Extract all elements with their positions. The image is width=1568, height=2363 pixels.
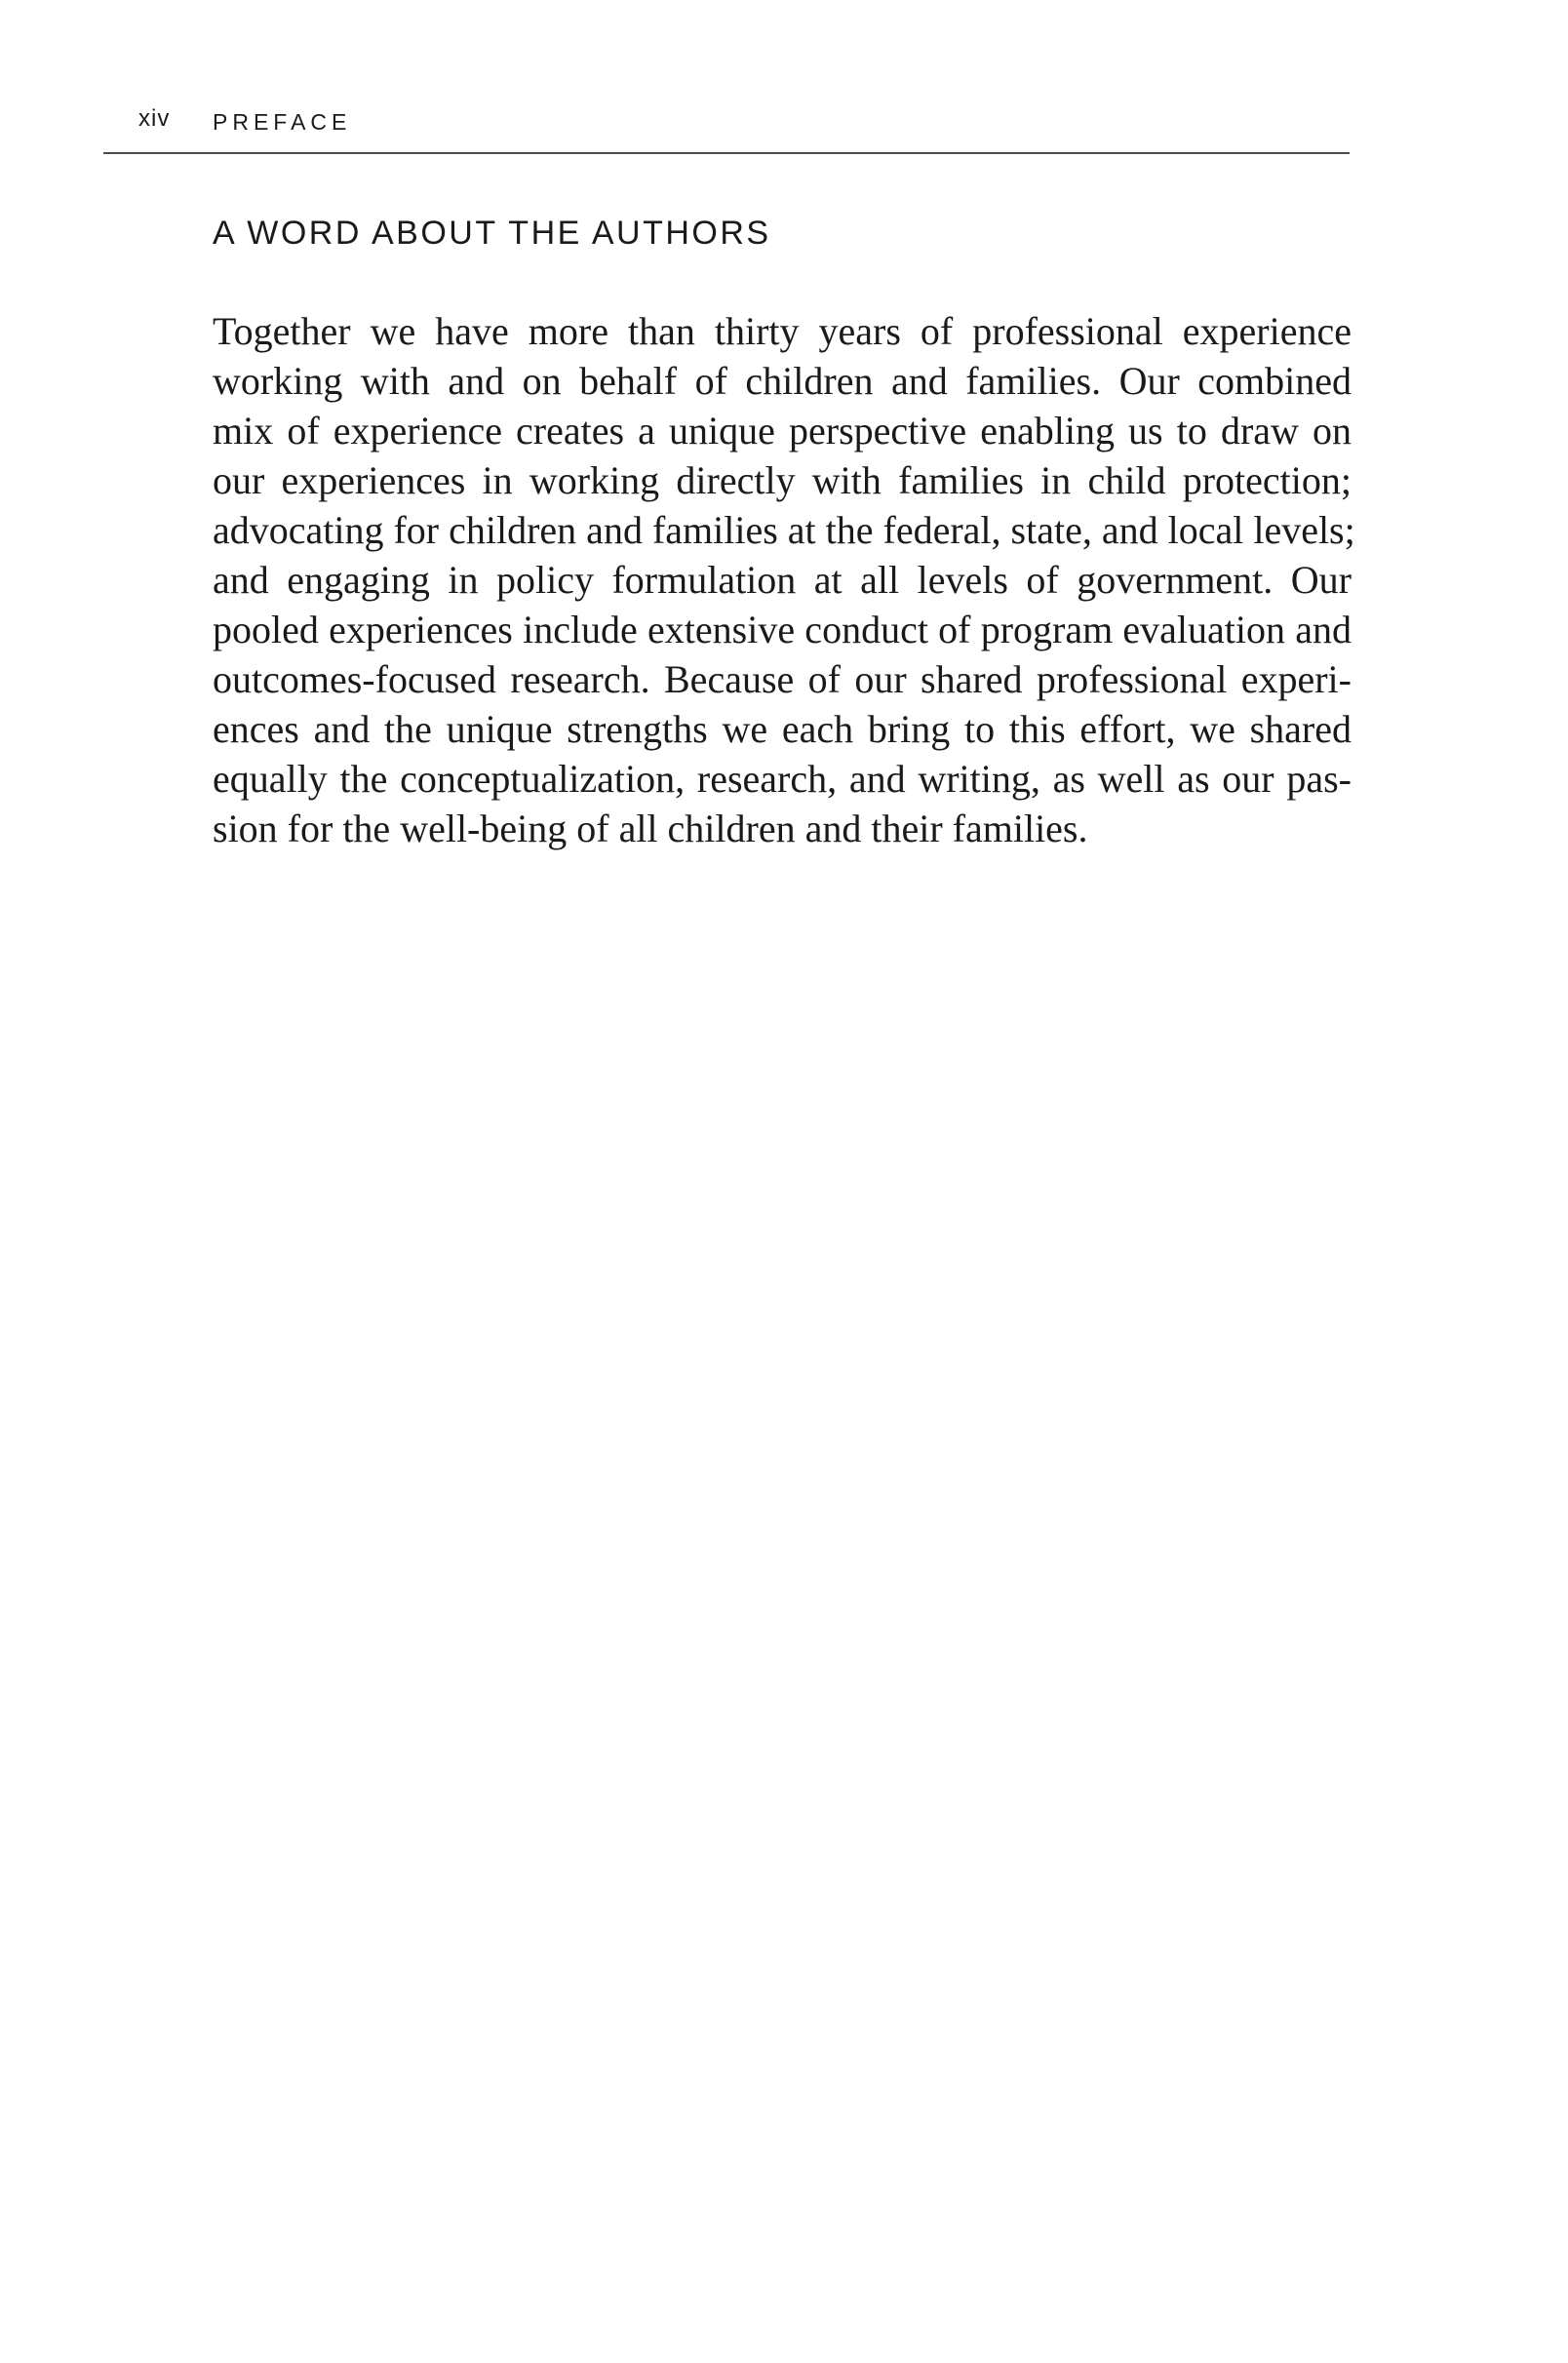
paragraph-line: equally the conceptualization, research, and writing, as well as our pas- [213,757,1352,801]
paragraph-line: our experiences in working directly with families in child protection; [213,458,1352,502]
paragraph-line: sion for the well-being of all children and their families. [213,807,1088,850]
paragraph-line: mix of experience creates a unique perspective enabling us to draw on [213,409,1352,453]
paragraph-line: advocating for children and families at the federal, state, and local levels; [213,508,1355,552]
page-number: xiv [138,105,171,132]
section-heading: A WORD ABOUT THE AUTHORS [213,215,771,252]
running-head [103,101,1350,154]
paragraph-line: and engaging in policy formulation at all levels of government. Our [213,558,1352,602]
running-title: PREFACE [213,109,352,135]
paragraph-line: working with and on behalf of children and families. Our combined [213,359,1352,403]
paragraph-line: pooled experiences include extensive conduct of program evaluation and [213,608,1352,651]
paragraph-line: outcomes-focused research. Because of our shared professional experi- [213,657,1352,701]
body-paragraph [213,306,1355,853]
paragraph-line: ences and the unique strengths we each bring to this effort, we shared [213,707,1352,751]
paragraph-line: Together we have more than thirty years of professional experience [213,309,1352,353]
